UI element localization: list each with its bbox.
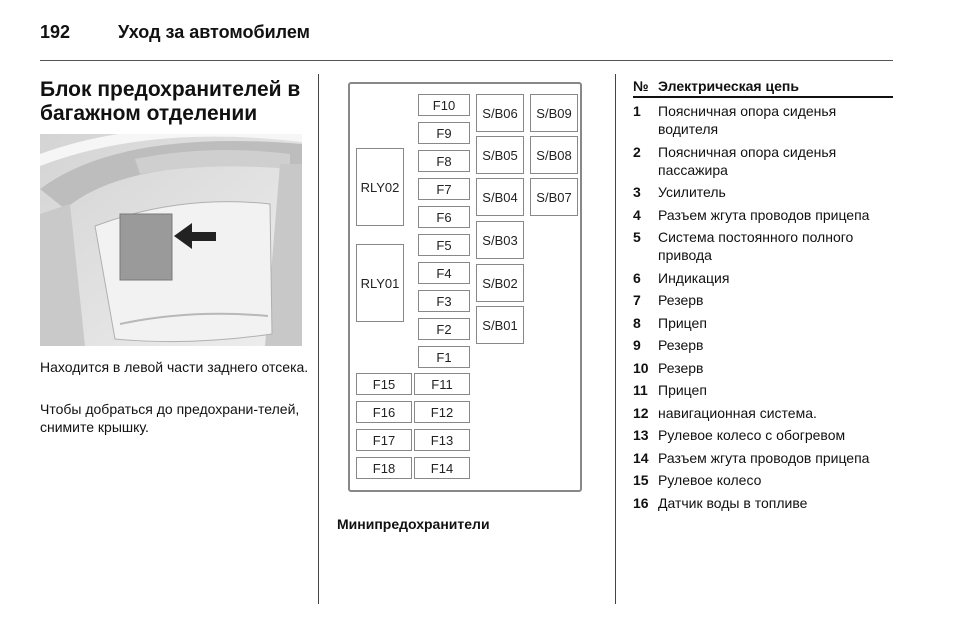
section-title: Блок предохранителей в багажном отделении: [40, 78, 301, 125]
row-number: 3: [633, 184, 641, 200]
relay-rly01: RLY01: [356, 244, 404, 322]
row-number: 7: [633, 292, 641, 308]
row-circuit: Усилитель: [658, 184, 726, 200]
fuse-f6: F6: [418, 206, 470, 228]
table-row: [633, 359, 898, 377]
page-header-title: Уход за автомобилем: [118, 22, 310, 42]
row-circuit: Индикация: [658, 269, 730, 286]
row-number: 16: [633, 494, 649, 511]
row-number: 8: [633, 314, 641, 331]
table-row: [633, 426, 898, 444]
row-number: 10: [633, 359, 649, 376]
fuse-f2: F2: [418, 318, 470, 340]
table-row: [633, 471, 898, 489]
table-row: [633, 102, 898, 138]
table-row: [633, 291, 898, 309]
row-number: 1: [633, 103, 641, 119]
row-number: 15: [633, 472, 649, 488]
table-row: [633, 228, 898, 264]
row-number: 13: [633, 427, 649, 443]
fuse-f15: F15: [356, 373, 412, 395]
row-circuit: Разъем жгута проводов прицепа: [658, 206, 870, 223]
fuse-f11: F11: [414, 373, 470, 395]
fuse-f10: F10: [418, 94, 470, 116]
access-paragraph: Чтобы добраться до предохрани-телей, снимите крышку.: [40, 401, 300, 435]
row-circuit: Прицеп: [658, 382, 707, 398]
row-circuit: Резерв: [658, 359, 704, 376]
fuse-f8: F8: [418, 150, 470, 172]
fuse-f12: F12: [414, 401, 470, 423]
row-number: 4: [633, 206, 641, 223]
page-number: 192: [40, 22, 71, 42]
row-circuit: Рулевое колесо: [658, 472, 762, 488]
column-divider-right: [615, 74, 616, 604]
row-number: 2: [633, 143, 641, 160]
header-divider: [40, 60, 893, 61]
fuse-sb04: S/B04: [476, 178, 524, 216]
fuse-f5: F5: [418, 234, 470, 256]
table-header: [633, 78, 893, 98]
fuse-f1: F1: [418, 346, 470, 368]
diagram-caption: Минипредохранители: [337, 516, 490, 532]
fuse-sb08: S/B08: [530, 136, 578, 174]
row-circuit: Прицеп: [658, 314, 707, 331]
row-number: 9: [633, 337, 641, 353]
fuse-f17: F17: [356, 429, 412, 451]
row-circuit: Резерв: [658, 337, 704, 353]
fuse-sb07: S/B07: [530, 178, 578, 216]
fuse-sb05: S/B05: [476, 136, 524, 174]
fuse-f18: F18: [356, 457, 412, 479]
table-row: [633, 381, 898, 399]
table-row: [633, 404, 898, 422]
column-number-header: №: [633, 78, 649, 94]
table-row: [633, 143, 898, 179]
row-circuit: Датчик воды в топливе: [658, 494, 808, 511]
row-circuit: Рулевое колесо с обогревом: [658, 427, 846, 443]
fuse-sb01: S/B01: [476, 306, 524, 344]
row-number: 12: [633, 404, 649, 421]
fuse-sb03: S/B03: [476, 221, 524, 259]
fuse-f14: F14: [414, 457, 470, 479]
fuse-f13: F13: [414, 429, 470, 451]
row-circuit: Резерв: [658, 292, 704, 308]
fuse-f7: F7: [418, 178, 470, 200]
row-circuit: Поясничная опора сиденья пассажира: [658, 143, 837, 178]
fuse-f3: F3: [418, 290, 470, 312]
circuit-table: [633, 102, 898, 516]
fuse-sb02: S/B02: [476, 264, 524, 302]
table-row: [633, 183, 898, 201]
row-circuit: Система постоянного полного привода: [658, 229, 854, 263]
trunk-photo-icon: [40, 134, 302, 346]
fuse-sb06: S/B06: [476, 94, 524, 132]
location-paragraph: Находится в левой части заднего отсека.: [40, 359, 309, 375]
column-divider-left: [318, 74, 319, 604]
fuse-f4: F4: [418, 262, 470, 284]
table-row: [633, 494, 898, 512]
fuse-f9: F9: [418, 122, 470, 144]
row-circuit: Разъем жгута проводов прицепа: [658, 449, 870, 466]
fuse-box-diagram: [348, 82, 588, 496]
row-number: 6: [633, 269, 641, 286]
table-row: [633, 269, 898, 287]
row-circuit: навигационная система.: [658, 404, 817, 421]
row-circuit: Поясничная опора сиденья водителя: [658, 103, 837, 137]
table-row: [633, 314, 898, 332]
column-circuit-header: Электрическая цепь: [658, 78, 799, 94]
table-row: [633, 336, 898, 354]
row-number: 11: [633, 382, 648, 398]
fuse-sb09: S/B09: [530, 94, 578, 132]
fuse-f16: F16: [356, 401, 412, 423]
table-row: [633, 449, 898, 467]
table-row: [633, 206, 898, 224]
relay-rly02: RLY02: [356, 148, 404, 226]
row-number: 5: [633, 229, 641, 245]
row-number: 14: [633, 449, 649, 466]
